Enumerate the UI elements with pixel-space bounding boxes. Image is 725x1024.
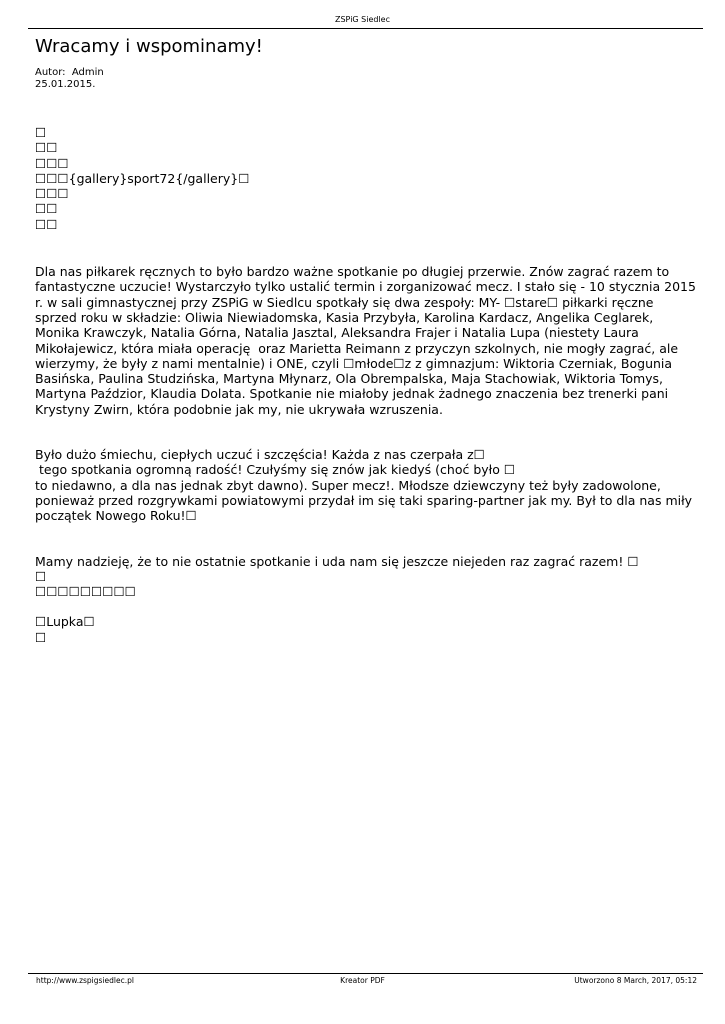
text-line: Basińska, Paulina Studzińska, Martyna Młynarz, Ola Obrempalska, Maja Stachowiak, Wiktoria Tomys,: [35, 371, 664, 387]
symbol-line: ☐☐: [35, 216, 58, 232]
gallery-placeholder-line: ☐☐☐{gallery}sport72{/gallery}☐: [35, 170, 250, 186]
article-body: [35, 125, 696, 645]
page-header-site-name: ZSPiG Siedlec: [334, 15, 390, 24]
paragraph-hope: [35, 554, 691, 600]
text-line: Mikołajewicz, która miała operację oraz Marietta Reimann z przyczyn szkolnych, nie mogły zagrać, ale: [35, 340, 679, 356]
text-line: r. w sali gimnastycznej przy ZSPiG w Siedlcu spotkały się dwa zespoły: MY- ☐stare☐ piłkarki ręczne: [35, 294, 654, 310]
article-meta: [35, 67, 104, 91]
article-date: 25.01.2015.: [35, 79, 96, 90]
text-line: Było dużo śmiechu, ciepłych uczuć i szczęścia! Każda z nas czerpała z☐: [35, 447, 485, 463]
text-line: ponieważ przed rozgrywkami powiatowymi przydał im się taki sparing-partner jak my. Był to dla nas miły: [35, 492, 693, 508]
author-line: Autor: Admin: [35, 67, 104, 78]
paragraph-emotions: [35, 447, 691, 523]
text-line: fantastyczne uczucie! Wystarczyło tylko ustalić termin i zorganizować mecz. I stało się - 10 stycznia 2015: [35, 279, 696, 295]
text-line: Monika Krawczyk, Natalia Górna, Natalia Jasztal, Aleksandra Frajer i Natalia Lupa (niestety Laura: [35, 325, 639, 341]
text-line: ☐: [35, 568, 47, 584]
footer-divider: [28, 973, 703, 974]
symbol-line: ☐☐☐: [35, 155, 69, 171]
text-line: Martyna Paździor, Klaudia Dolata. Spotkanie nie miałoby jednak żadnego znaczenia bez trenerki pani: [35, 386, 669, 402]
symbol-line: ☐☐: [35, 140, 58, 156]
article-title: Wracamy i wspominamy!: [35, 36, 263, 57]
text-line: sprzed roku w składzie: Oliwia Niewiadomska, Kasia Przybyła, Karolina Kardacz, Angelika Ceglarek,: [35, 309, 654, 325]
footer-generator: Kreator PDF: [340, 976, 385, 985]
text-line: ☐☐☐☐☐☐☐☐☐: [35, 584, 136, 600]
signature-name: ☐Lupka☐: [35, 614, 95, 630]
paragraph-meeting: [35, 264, 696, 417]
text-line: to niedawno, a dla nas jednak zbyt dawno). Super mecz!. Młodsze dziewczyny też były zadowolone,: [35, 477, 661, 493]
text-line: Krystyny Zwirn, która podobnie jak my, nie ukrywała wzruszenia.: [35, 401, 443, 417]
text-line: wierzymy, że były z nami mentalnie) i ONE, czyli ☐młode☐z z gimnazjum: Wiktoria Czerniak, Bogunia: [35, 355, 673, 371]
text-line: Mamy nadzieję, że to nie ostatnie spotkanie i uda nam się jeszcze niejeden raz zagrać razem! ☐: [35, 553, 639, 569]
footer-created-date: Utworzono 8 March, 2017, 05:12: [574, 976, 697, 985]
symbol-line: ☐: [35, 125, 47, 140]
symbol-line: ☐: [35, 629, 47, 645]
footer-url: http://www.zspigsiedlec.pl: [36, 976, 134, 985]
symbol-line: ☐☐☐: [35, 186, 69, 202]
header-divider: [28, 28, 703, 29]
text-line: początek Nowego Roku!☐: [35, 508, 197, 524]
symbol-line: ☐☐: [35, 201, 58, 217]
text-line: tego spotkania ogromną radość! Czułyśmy się znów jak kiedyś (choć było ☐: [35, 462, 516, 478]
text-line: Dla nas piłkarek ręcznych to było bardzo ważne spotkanie po długiej przerwie. Znów zagrać razem to: [35, 264, 670, 280]
symbol-block: [35, 125, 691, 232]
signature-block: [35, 614, 691, 645]
